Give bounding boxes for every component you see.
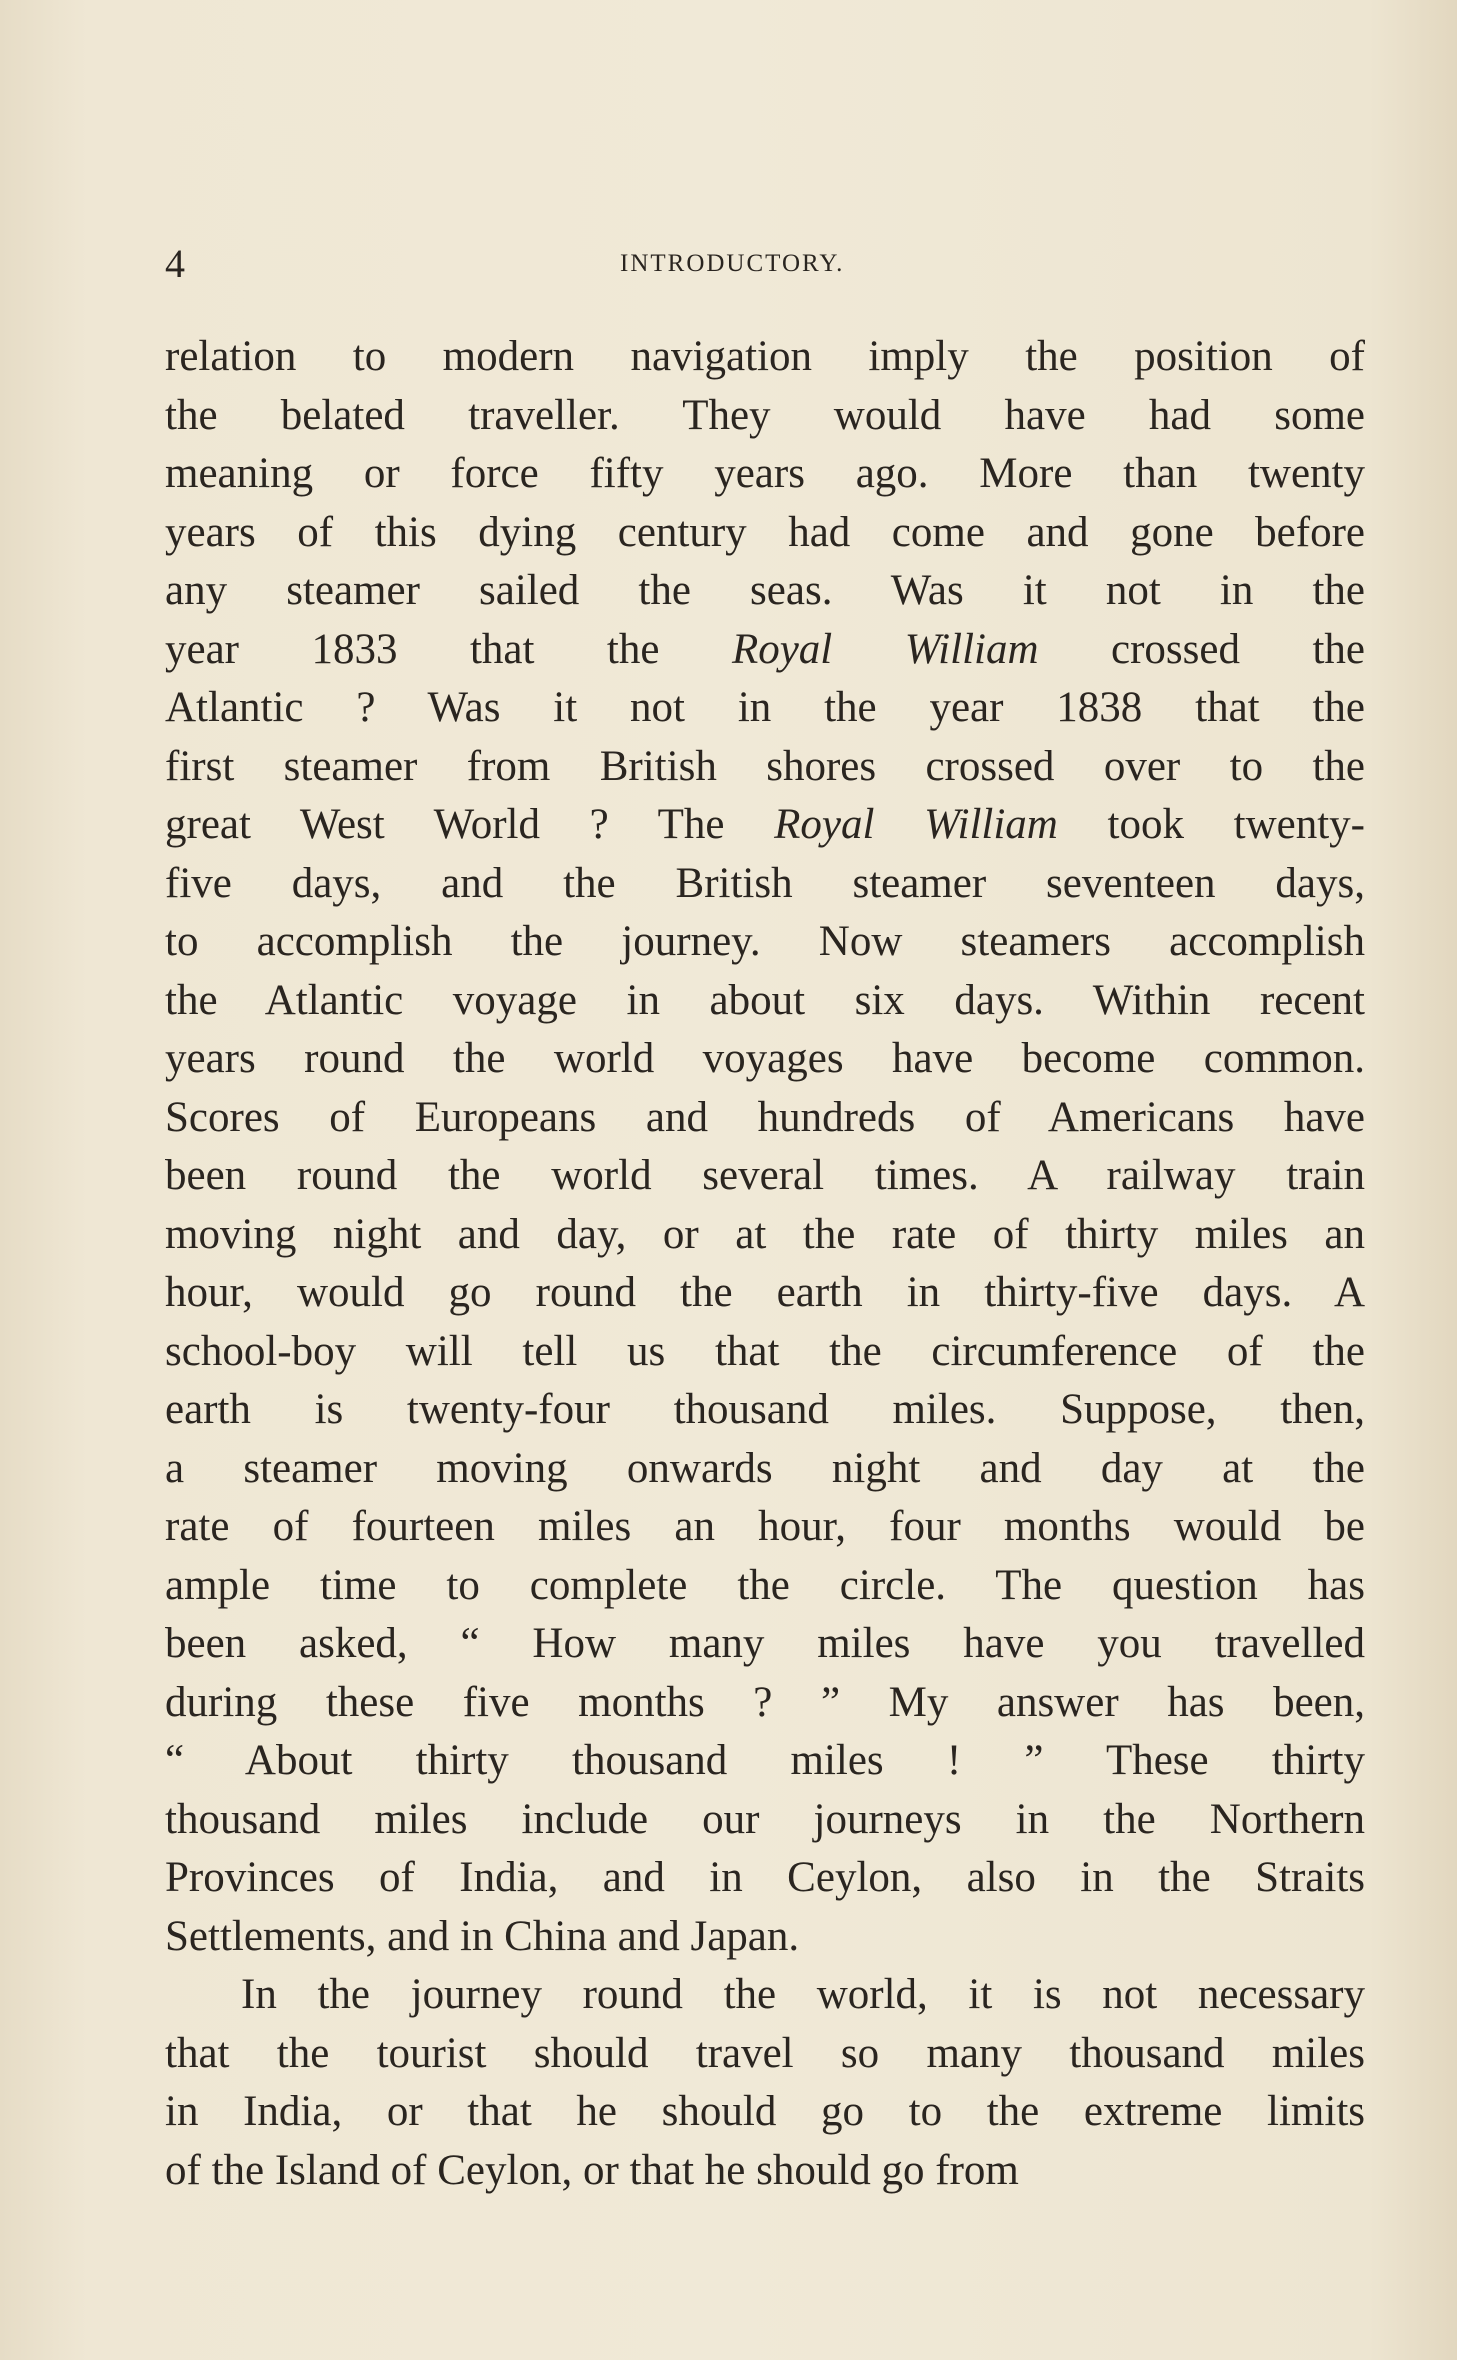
text-line: the Atlantic voyage in about six days. Within recent	[165, 976, 1365, 1024]
paragraph-1	[165, 328, 1365, 1966]
text-line: any steamer sailed the seas. Was it not in the	[165, 567, 1365, 614]
text-line: in India, or that he should go to the extreme limits	[165, 2088, 1365, 2135]
text-line: been round the world several times. A railway train	[165, 1152, 1365, 1199]
text-line: a steamer moving onwards night and day at the	[165, 1444, 1365, 1492]
text-line: hour, would go round the earth in thirty-five days. A	[165, 1269, 1365, 1316]
ship-name: Royal William	[774, 801, 1058, 848]
text-line: school-boy will tell us that the circumference of the	[165, 1327, 1365, 1375]
text-line: rate of fourteen miles an hour, four months would be	[165, 1503, 1365, 1550]
text-line: that the tourist should travel so many thousand miles	[165, 2029, 1365, 2077]
body-text	[165, 328, 1365, 2200]
text-line: thousand miles include our journeys in the Northern	[165, 1795, 1365, 1843]
text-line: during these five months ? ” My answer has been,	[165, 1678, 1365, 1726]
text-line	[165, 621, 1365, 680]
text-line: of the Island of Ceylon, or that he should go from	[165, 2146, 1019, 2194]
text-line: to accomplish the journey. Now steamers accomplish	[165, 918, 1365, 965]
page-header	[165, 232, 1365, 292]
text-line: five days, and the British steamer seventeen days,	[165, 859, 1365, 907]
running-head: INTRODUCTORY.	[620, 250, 845, 277]
text-segment: great West World ? The	[165, 801, 775, 848]
text-line: relation to modern navigation imply the position of	[165, 333, 1365, 380]
text-line: first steamer from British shores crossed over to the	[165, 742, 1365, 790]
text-segment: crossed the	[1038, 625, 1365, 673]
text-line: Atlantic ? Was it not in the year 1838 that the	[165, 684, 1365, 731]
text-line: earth is twenty-four thousand miles. Suppose, then,	[165, 1386, 1365, 1433]
text-line: ample time to complete the circle. The question has	[165, 1561, 1365, 1609]
text-line	[165, 796, 1365, 855]
paragraph-2	[165, 1966, 1365, 2200]
text-line: Provinces of India, and in Ceylon, also in the Straits	[165, 1854, 1365, 1901]
text-line: Scores of Europeans and hundreds of Americans have	[165, 1093, 1365, 1141]
ship-name: Royal William	[731, 625, 1039, 673]
text-line: “ About thirty thousand miles ! ” These thirty	[165, 1737, 1365, 1784]
text-line: In the journey round the world, it is not necessary	[241, 1971, 1365, 2018]
text-line: been asked, “ How many miles have you travelled	[165, 1620, 1365, 1667]
text-line: years round the world voyages have become common.	[165, 1035, 1365, 1082]
text-line: the belated traveller. They would have had some	[165, 391, 1365, 439]
page-number: 4	[165, 241, 185, 286]
text-line: moving night and day, or at the rate of thirty miles an	[165, 1210, 1365, 1258]
text-segment: year 1833 that the	[165, 625, 732, 673]
text-line: Settlements, and in China and Japan.	[165, 1912, 800, 1960]
text-segment: took twenty-	[1057, 801, 1365, 848]
text-line: meaning or force fifty years ago. More than twenty	[165, 450, 1365, 497]
text-line: years of this dying century had come and gone before	[165, 508, 1365, 556]
